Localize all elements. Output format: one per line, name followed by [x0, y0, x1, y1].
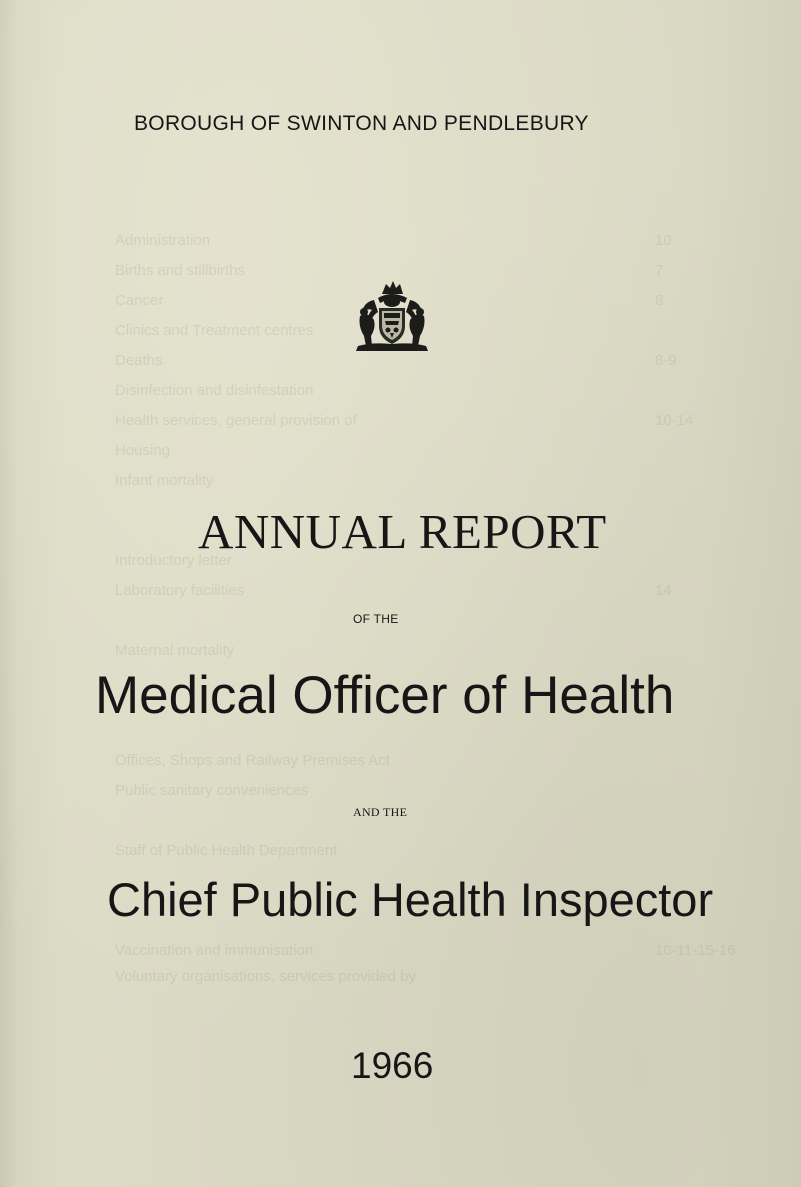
report-title: ANNUAL REPORT	[198, 504, 607, 559]
show-through-text: 8-9	[655, 352, 677, 369]
show-through-text: Deaths	[115, 352, 163, 369]
inspector-title: Chief Public Health Inspector	[107, 873, 714, 926]
show-through-text: 7	[655, 262, 664, 279]
borough-name: BOROUGH OF SWINTON AND PENDLEBURY	[134, 112, 589, 135]
show-through-text: 10-11-15-16	[655, 942, 736, 959]
show-through-text: Housing	[115, 442, 171, 459]
show-through-text: 10-14	[655, 412, 694, 429]
show-through-text: Staff of Public Health Department	[115, 842, 338, 859]
of-the-label: OF THE	[353, 612, 399, 626]
show-through-text: Clinics and Treatment centres	[115, 322, 314, 339]
show-through-text: Disinfection and disinfestation	[115, 382, 314, 399]
medical-officer-title: Medical Officer of Health	[95, 666, 675, 725]
show-through-text: Laboratory facilities	[115, 582, 245, 599]
show-through-text: Maternal mortality	[115, 642, 235, 659]
show-through-text: Infant mortality	[115, 472, 214, 489]
show-through-text: Health services, general provision of	[115, 412, 357, 429]
report-year: 1966	[351, 1045, 434, 1086]
show-through-text: Offices, Shops and Railway Premises Act	[115, 752, 390, 769]
coat-of-arms-icon	[352, 276, 432, 356]
show-through-text: 8	[655, 292, 664, 309]
show-through-text: Public sanitary conveniences	[115, 782, 309, 799]
show-through-text: 14	[655, 582, 672, 599]
show-through-text: Cancer	[115, 292, 164, 309]
show-through-text: Introductory letter	[115, 552, 232, 569]
show-through-text: 10	[655, 232, 672, 249]
show-through-text: Births and stillbirths	[115, 262, 246, 279]
and-the-label: AND THE	[353, 805, 408, 819]
show-through-text: Voluntary organisations, services provided by	[115, 968, 416, 985]
show-through-text: Administration	[115, 232, 211, 249]
show-through-text: Vaccination and immunisation	[115, 942, 314, 959]
